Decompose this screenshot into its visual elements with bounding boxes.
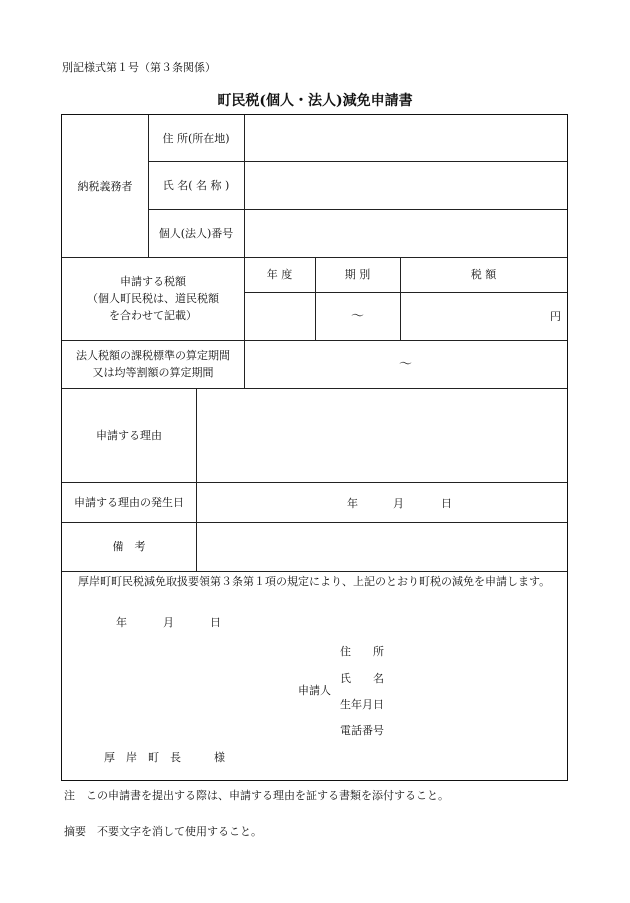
reason-field[interactable]	[197, 389, 566, 481]
declaration-month: 月	[163, 616, 174, 629]
amount-field[interactable]	[400, 292, 561, 340]
yen-unit: 円	[550, 309, 561, 323]
tax-amount-label	[62, 257, 244, 340]
number-field[interactable]	[245, 210, 566, 256]
note-attachment: 注 この申請書を提出する際は、申請する理由を証する書類を添付すること。	[64, 789, 449, 802]
number-label: 個人(法人)番号	[158, 226, 234, 240]
form-title: 町民税(個人・法人)減免申請書	[217, 93, 413, 109]
tax-amount-label-line1: 申請する税額	[120, 275, 186, 288]
reason-date-year: 年	[347, 497, 358, 510]
addressee: 厚 岸 町 長 様	[104, 751, 225, 764]
taxpayer-group-label: 納税義務者	[77, 179, 133, 193]
corporate-period-field[interactable]: ～	[398, 356, 412, 372]
name-label: 氏 名( 名 称 )	[162, 178, 230, 192]
reason-date-field[interactable]	[197, 483, 566, 521]
corporate-period-label-line2: 又は均等割額の算定期間	[92, 366, 214, 379]
tax-amount-label-line2: （個人町民税は、道民税額	[87, 292, 219, 305]
declaration-day: 日	[210, 616, 221, 629]
remarks-label: 備 考	[112, 540, 146, 553]
applicant-label: 申請人	[298, 684, 331, 697]
applicant-phone-label: 電話番号	[340, 724, 384, 737]
form-number-label: 別記様式第１号（第３条関係）	[62, 61, 216, 74]
reason-date-day: 日	[441, 497, 452, 510]
remarks-field[interactable]	[197, 523, 566, 570]
applicant-name-label: 氏 名	[340, 672, 384, 685]
year-field[interactable]	[245, 293, 314, 339]
corporate-period-label	[62, 340, 244, 388]
reason-date-month: 月	[393, 497, 404, 510]
corporate-period-label-line1: 法人税額の課税標準の算定期間	[76, 349, 230, 362]
col-year-header: 年 度	[266, 268, 293, 281]
tax-amount-label-line3: を合わせて記載）	[109, 309, 197, 322]
reason-date-label: 申請する理由の発生日	[74, 495, 184, 509]
period-field[interactable]: ～	[350, 308, 364, 324]
address-field[interactable]	[245, 116, 566, 160]
row-divider	[62, 571, 567, 572]
applicant-address-label: 住 所	[340, 645, 384, 658]
note-remarks: 摘要 不要文字を消して使用すること。	[64, 825, 262, 838]
applicant-birthdate-label: 生年月日	[340, 698, 384, 711]
reason-label: 申請する理由	[96, 428, 162, 442]
address-label: 住 所(所在地)	[162, 131, 230, 145]
col-period-header: 期 別	[344, 268, 371, 281]
col-amount-header: 税 額	[470, 268, 497, 281]
name-field[interactable]	[245, 162, 566, 208]
declaration-text: 厚岸町町民税減免取扱要領第３条第１項の規定により、上記のとおり町税の減免を申請します。	[78, 575, 551, 588]
declaration-year: 年	[116, 616, 127, 629]
